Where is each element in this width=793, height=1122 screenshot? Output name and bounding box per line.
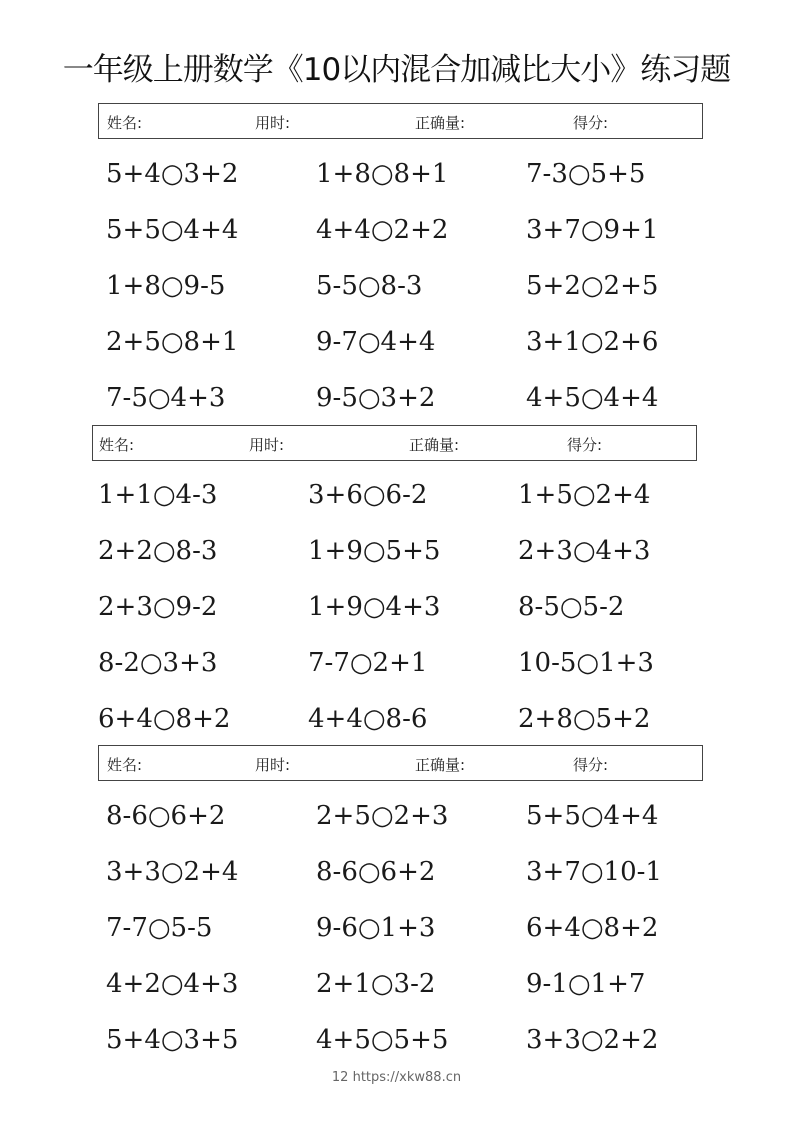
problem: 5+5○4+4	[106, 215, 239, 245]
name-label: 姓名:	[107, 756, 143, 774]
problem: 3+7○10-1	[526, 857, 662, 887]
problem: 5+4○3+5	[106, 1025, 239, 1055]
problem: 4+5○4+4	[526, 383, 659, 413]
problem: 3+7○9+1	[526, 215, 659, 245]
time-label: 用时:	[255, 756, 291, 774]
score-label: 得分:	[567, 436, 603, 454]
problem: 2+3○9-2	[98, 592, 218, 622]
problem: 2+8○5+2	[518, 704, 651, 734]
problem: 2+1○3-2	[316, 969, 436, 999]
problem: 7-5○4+3	[106, 383, 226, 413]
accuracy-label: 正确量:	[415, 756, 466, 774]
name-label: 姓名:	[107, 114, 143, 132]
problem: 4+4○8-6	[308, 704, 428, 734]
problem: 1+1○4-3	[98, 480, 218, 510]
time-label: 用时:	[255, 114, 291, 132]
problem: 1+8○8+1	[316, 159, 449, 189]
problem: 8-2○3+3	[98, 648, 218, 678]
info-box-3	[98, 745, 703, 781]
problem: 2+3○4+3	[518, 536, 651, 566]
problem: 9-5○3+2	[316, 383, 436, 413]
info-box-1	[98, 103, 703, 139]
problem: 3+6○6-2	[308, 480, 428, 510]
problem: 1+8○9-5	[106, 271, 226, 301]
problem: 5+5○4+4	[526, 801, 659, 831]
problem: 8-6○6+2	[316, 857, 436, 887]
problem: 3+3○2+4	[106, 857, 239, 887]
problem: 1+9○5+5	[308, 536, 441, 566]
problem: 6+4○8+2	[526, 913, 659, 943]
problem: 4+4○2+2	[316, 215, 449, 245]
score-label: 得分:	[573, 114, 609, 132]
name-label: 姓名:	[99, 436, 135, 454]
problem: 9-6○1+3	[316, 913, 436, 943]
problem: 9-7○4+4	[316, 327, 436, 357]
problem: 3+1○2+6	[526, 327, 659, 357]
problem: 8-6○6+2	[106, 801, 226, 831]
problem: 3+3○2+2	[526, 1025, 659, 1055]
problem: 6+4○8+2	[98, 704, 231, 734]
time-label: 用时:	[249, 436, 285, 454]
accuracy-label: 正确量:	[409, 436, 460, 454]
problem: 4+2○4+3	[106, 969, 239, 999]
problem: 2+5○8+1	[106, 327, 239, 357]
problem: 5-5○8-3	[316, 271, 423, 301]
problem: 5+2○2+5	[526, 271, 659, 301]
problem: 2+2○8-3	[98, 536, 218, 566]
problem: 2+5○2+3	[316, 801, 449, 831]
problem: 5+4○3+2	[106, 159, 239, 189]
problem: 4+5○5+5	[316, 1025, 449, 1055]
problem: 1+9○4+3	[308, 592, 441, 622]
page-footer: 12 https://xkw88.cn	[331, 1070, 462, 1085]
page-title: 一年级上册数学《10以内混合加减比大小》练习题	[62, 52, 731, 88]
problem: 1+5○2+4	[518, 480, 651, 510]
problem: 7-7○2+1	[308, 648, 428, 678]
problem: 8-5○5-2	[518, 592, 625, 622]
problem: 9-1○1+7	[526, 969, 646, 999]
problem: 7-7○5-5	[106, 913, 213, 943]
accuracy-label: 正确量:	[415, 114, 466, 132]
problem: 7-3○5+5	[526, 159, 646, 189]
info-box-2	[92, 425, 697, 461]
problem: 10-5○1+3	[518, 648, 654, 678]
score-label: 得分:	[573, 756, 609, 774]
